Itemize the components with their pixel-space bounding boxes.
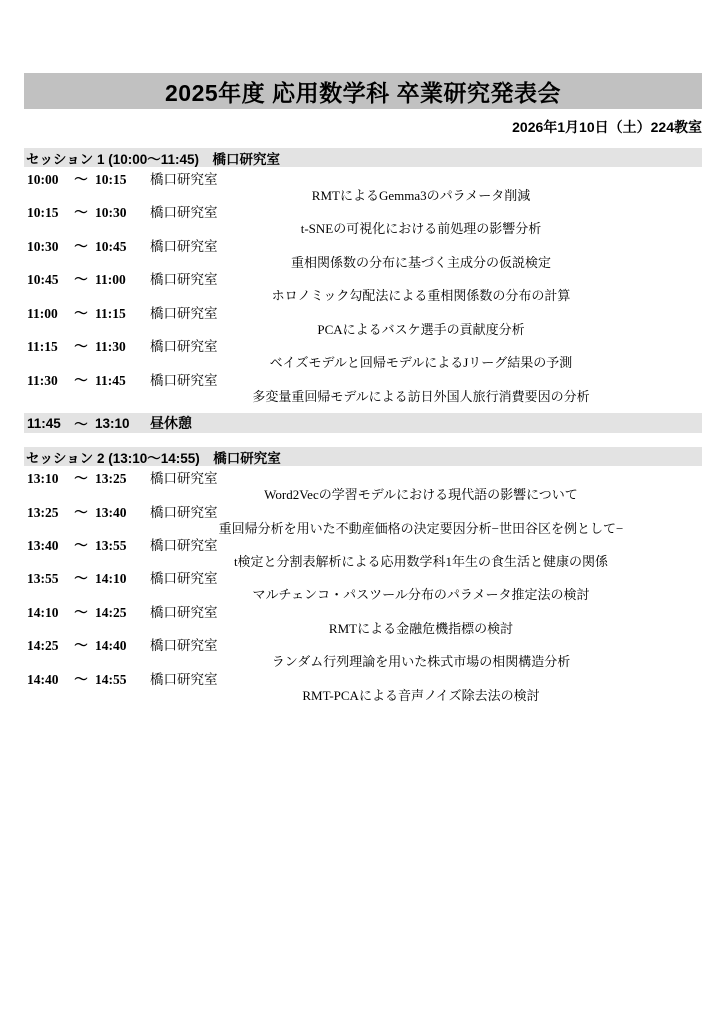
slot-end-time: 13:40 <box>95 504 127 520</box>
tilde-separator: ～ <box>74 372 88 388</box>
page-title: 2025年度 応用数学科 卒業研究発表会 <box>165 79 561 106</box>
session-2-header-label: セッション 2 (13:10～14:55) 橋口研究室 <box>26 450 281 466</box>
slot-time-row <box>24 372 702 389</box>
tilde-separator: ～ <box>74 272 88 288</box>
tilde-separator: ～ <box>74 671 88 687</box>
tilde-separator: ～ <box>74 238 88 254</box>
slot-lab-name: 橋口研究室 <box>150 504 218 520</box>
tilde-separator: ～ <box>74 571 88 587</box>
schedule-slot <box>24 537 702 570</box>
session-2-slots <box>24 470 702 704</box>
slot-end-time: 11:15 <box>95 305 126 321</box>
schedule-slot <box>24 372 702 405</box>
presentation-title: t検定と分割表解析による応用数学科1年生の食生活と健康の関係 <box>233 553 609 569</box>
slot-time-row <box>24 637 702 654</box>
presentation-title: RMTによるGemma3のパラメータ削減 <box>311 188 531 203</box>
slot-end-time: 14:10 <box>95 571 127 587</box>
presentation-title: ランダム行列理論を用いた株式市場の相関構造分析 <box>271 654 571 670</box>
slot-lab-name: 橋口研究室 <box>150 238 218 254</box>
slot-end-time: 14:55 <box>95 671 127 687</box>
tilde-separator: ～ <box>74 604 88 620</box>
slot-end-time: 13:55 <box>95 537 127 553</box>
break-start-time: 11:45 <box>27 415 61 431</box>
slot-lab-name: 橋口研究室 <box>150 671 218 687</box>
slot-end-time: 10:15 <box>95 172 127 187</box>
slot-start-time: 10:00 <box>27 172 59 187</box>
presentation-title: 重相関係数の分布に基づく主成分の仮説検定 <box>290 254 551 270</box>
slot-time-row <box>24 238 702 255</box>
slot-lab-name: 橋口研究室 <box>150 471 218 487</box>
slot-start-time: 11:30 <box>27 372 58 388</box>
slot-start-time: 10:15 <box>27 205 59 221</box>
slot-start-time: 14:40 <box>27 671 59 687</box>
slot-time-row <box>24 504 702 521</box>
schedule-slot <box>24 271 702 304</box>
slot-time-row <box>24 305 702 322</box>
tilde-separator: ～ <box>74 305 88 321</box>
slot-start-time: 11:15 <box>27 339 58 355</box>
slot-start-time: 13:55 <box>27 571 59 587</box>
slot-time-row <box>24 338 702 355</box>
schedule-slot <box>24 171 702 204</box>
slot-end-time: 11:30 <box>95 339 126 355</box>
slot-time-row <box>24 671 702 688</box>
presentation-title: ホロノミック勾配法による重相関係数の分布の計算 <box>271 288 571 304</box>
slot-start-time: 14:10 <box>27 604 59 620</box>
tilde-separator: ～ <box>74 471 88 487</box>
session-1-slots <box>24 171 702 405</box>
slot-end-time: 10:30 <box>95 205 127 221</box>
presentation-title: Word2Vecの学習モデルにおける現代語の影響について <box>264 487 578 503</box>
slot-start-time: 14:25 <box>27 638 59 654</box>
slot-lab-name: 橋口研究室 <box>150 172 218 187</box>
presentation-title: マルチェンコ・パスツール分布のパラメータ推定法の検討 <box>252 587 590 603</box>
tilde-separator: ～ <box>74 205 88 221</box>
schedule-slot <box>24 604 702 637</box>
slot-lab-name: 橋口研究室 <box>150 638 218 654</box>
slot-end-time: 14:40 <box>95 638 127 654</box>
slot-time-row <box>24 271 702 288</box>
tilde-separator: ～ <box>74 172 88 187</box>
slot-time-row <box>24 470 702 487</box>
tilde-separator: ～ <box>74 417 88 433</box>
date-location: 2026年1月10日（土）224教室 <box>512 119 702 135</box>
slot-end-time: 11:00 <box>95 272 126 288</box>
schedule-slot <box>24 570 702 603</box>
slot-time-row <box>24 570 702 587</box>
slot-lab-name: 橋口研究室 <box>150 272 218 288</box>
slot-start-time: 11:00 <box>27 305 58 321</box>
schedule-slot <box>24 637 702 670</box>
slot-lab-name: 橋口研究室 <box>150 205 218 221</box>
presentation-title: PCAによるバスケ選手の貢献度分析 <box>317 321 525 337</box>
presentation-title: RMTによる金融危機指標の検討 <box>328 620 514 636</box>
tilde-separator: ～ <box>74 339 88 355</box>
slot-end-time: 11:45 <box>95 372 126 388</box>
schedule-slot <box>24 671 702 704</box>
break-label: 昼休憩 <box>150 415 192 432</box>
session-1-header <box>24 148 702 167</box>
slot-lab-name: 橋口研究室 <box>150 372 218 388</box>
slot-end-time: 10:45 <box>95 238 127 254</box>
slot-lab-name: 橋口研究室 <box>150 604 218 620</box>
session-2-header <box>24 447 702 466</box>
slot-time-row <box>24 604 702 621</box>
slot-lab-name: 橋口研究室 <box>150 305 218 321</box>
presentation-title: 重回帰分析を用いた不動産価格の決定要因分析−世田谷区を例として− <box>218 520 624 536</box>
tilde-separator: ～ <box>74 638 88 654</box>
slot-lab-name: 橋口研究室 <box>150 537 218 553</box>
tilde-separator: ～ <box>74 504 88 520</box>
slot-time-row <box>24 204 702 221</box>
schedule-slot <box>24 238 702 271</box>
slot-start-time: 13:25 <box>27 504 59 520</box>
presentation-title: RMT-PCAによる音声ノイズ除去法の検討 <box>302 687 540 703</box>
schedule-slot <box>24 338 702 371</box>
tilde-separator: ～ <box>74 537 88 553</box>
slot-time-row <box>24 171 702 188</box>
slot-end-time: 14:25 <box>95 604 127 620</box>
slot-time-row <box>24 537 702 554</box>
slot-end-time: 13:25 <box>95 471 127 487</box>
slot-lab-name: 橋口研究室 <box>150 571 218 587</box>
document-content <box>24 73 702 704</box>
slot-start-time: 10:45 <box>27 272 59 288</box>
schedule-slot <box>24 305 702 338</box>
slot-start-time: 13:10 <box>27 471 59 487</box>
presentation-title: ベイズモデルと回帰モデルによるJリーグ結果の予測 <box>269 355 573 371</box>
schedule-slot <box>24 470 702 503</box>
session-1-header-label: セッション 1 (10:00～11:45) 橋口研究室 <box>26 151 281 167</box>
schedule-slot <box>24 204 702 237</box>
presentation-title: t-SNEの可視化における前処理の影響分析 <box>300 221 542 237</box>
slot-start-time: 13:40 <box>27 537 59 553</box>
lunch-break-bar <box>24 413 702 433</box>
slot-start-time: 10:30 <box>27 238 59 254</box>
break-end-time: 13:10 <box>95 415 130 431</box>
schedule-slot <box>24 504 702 537</box>
title-banner <box>24 73 702 109</box>
presentation-title: 多変量重回帰モデルによる訪日外国人旅行消費要因の分析 <box>252 388 590 404</box>
slot-lab-name: 橋口研究室 <box>150 339 218 355</box>
